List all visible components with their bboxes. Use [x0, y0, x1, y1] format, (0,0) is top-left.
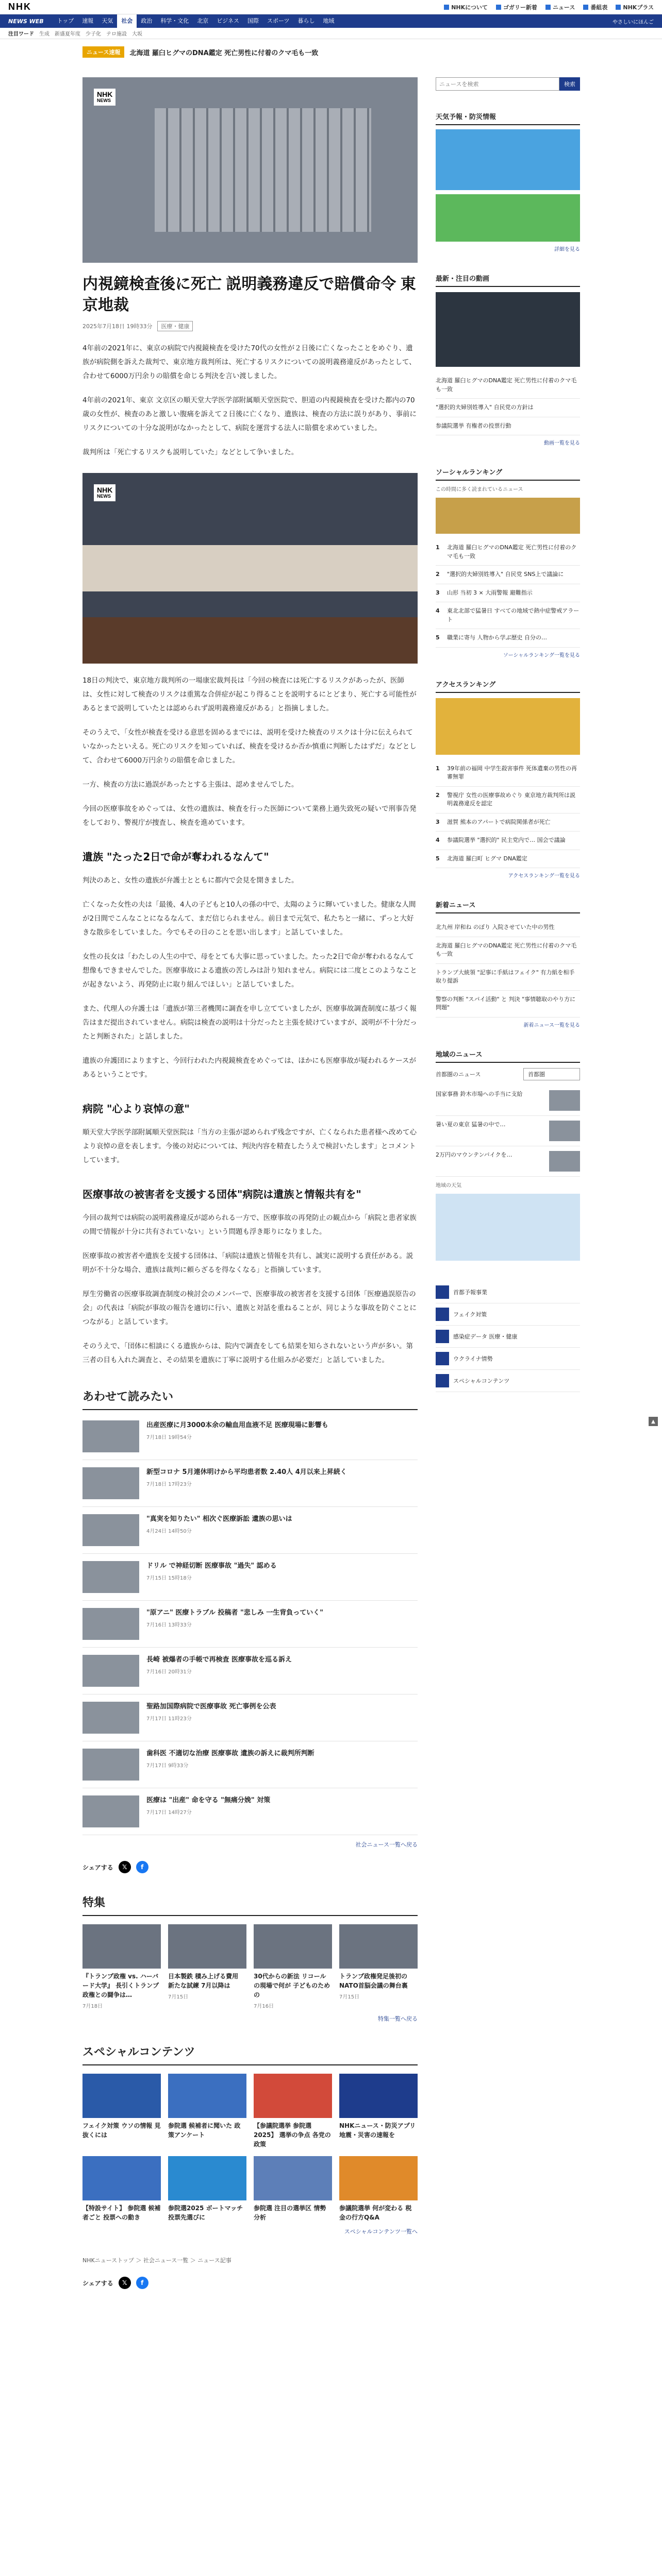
social-ranking-title: ソーシャルランキング [436, 467, 580, 481]
region-news-list [436, 1086, 580, 1177]
search-input[interactable] [436, 77, 559, 91]
related-item-title: ドリル で神経切断 医療事故 "過失" 認める [146, 1562, 277, 1570]
sidebar [436, 77, 580, 1392]
top-nav [444, 3, 654, 11]
related-item[interactable] [82, 1554, 418, 1601]
ranking-item[interactable]: 5 職業に寄与 人物から学ぶ歴史 自分の… [436, 629, 580, 648]
weather-title: 天気予報・防災情報 [436, 111, 580, 125]
new-news-box [436, 900, 580, 1028]
related-thumb [82, 1561, 139, 1593]
breaking-news[interactable] [82, 46, 510, 58]
nhk-news-watermark: NHK NEWS [94, 484, 115, 501]
social-ranking-sub: この時間に多く読まれているニュース [436, 487, 523, 493]
weather-box [436, 111, 580, 252]
special-card-title: 参院選 候補者に聞いた 政策アンケート [168, 2122, 241, 2139]
nav-beijing[interactable]: 北京 [197, 18, 209, 24]
ranking-item-title: "選択的夫婦別姓導入" 自民党 SNS上で議論に [447, 571, 564, 578]
new-news-item-title: トランプ大統領 "記事に手紙はフェイク" 有力紙を相手取り提訴 [436, 969, 575, 984]
special-thumb [168, 2074, 246, 2118]
related-item-date: 7月15日 15時18分 [146, 1575, 192, 1581]
feature-card-title: トランプ政権発足後初のNATO首脳会議の舞台裏 [339, 1973, 408, 1989]
special-card[interactable] [82, 2156, 161, 2222]
video-item-title: 参議院選挙 有権者の投票行動 [436, 422, 511, 429]
ranking-item-title: 滋賀 熊本のアパートで病院関係者が死亡 [447, 818, 551, 825]
social-ranking-banner[interactable] [436, 498, 580, 534]
special-thumb [168, 2156, 246, 2200]
related-item[interactable] [82, 1648, 418, 1694]
region-select[interactable]: 首都圏 [523, 1068, 580, 1080]
new-news-item-title: 警察の判断 "スパイ活動" と 判決 "事情聴取のやり方に問題" [436, 995, 576, 1011]
nhk-logo[interactable]: NHK [8, 2, 31, 12]
access-ranking-more-link[interactable]: アクセスランキング一覧を見る [508, 873, 580, 879]
paragraph: 遺族の弁護団によりますと、今回行われた内視鏡検査をめぐっては、ほかにも医療事故が疑われるケースがあるということです。 [82, 1057, 417, 1079]
feature-card-date: 7月15日 [339, 1994, 360, 2000]
special-card[interactable] [168, 2156, 246, 2222]
tag-item[interactable]: 生成 [39, 31, 49, 37]
top-link-news[interactable]: ニュース [545, 3, 575, 11]
quick-link-label: ウクライナ情勢 [453, 1355, 493, 1362]
tag-bar [0, 28, 662, 39]
related-item-date: 7月17日 11時23分 [146, 1716, 192, 1722]
breaking-badge: ニュース速報 [82, 46, 124, 58]
feature-thumb [254, 1924, 332, 1969]
weather-map[interactable] [436, 129, 580, 190]
related-thumb [82, 1749, 139, 1781]
ranking-item-title: 山形 当初 3 × 大雨警報 避難指示 [447, 589, 533, 596]
video-title: 最新・注目の動画 [436, 273, 580, 287]
region-title: 地域のニュース [436, 1049, 580, 1063]
feature-card-date: 7月15日 [168, 1994, 189, 2000]
video-item[interactable] [436, 399, 580, 417]
breadcrumb-item[interactable]: 社会ニュース一覧 [143, 2257, 189, 2264]
new-news-item[interactable] [436, 991, 580, 1018]
new-news-list [436, 919, 580, 1018]
nav-society[interactable]: 社会 [117, 14, 137, 28]
related-thumb [82, 1467, 139, 1499]
link-icon [436, 1308, 449, 1321]
nav-breaking[interactable]: 速報 [82, 18, 94, 24]
main-column [82, 77, 418, 2289]
map-title: 地域の天気 [436, 1182, 461, 1189]
breadcrumb-item: ニュース記事 [197, 2257, 231, 2264]
special-card-title: フェイク対策 ウソの情報 見抜くには [82, 2122, 161, 2139]
news-web-brand[interactable]: NEWS WEB [8, 18, 44, 25]
special-thumb [339, 2156, 418, 2200]
ranking-item[interactable]: 3 山形 当初 3 × 大雨警報 避難指示 [436, 584, 580, 603]
paragraph: 医療事故の被害者や遺族を支援する団体は、「病院は遺族と情報を共有し、誠実に説明する責任がある。説明が不十分な場合、遺族は裁判に頼らざるを得なくなる」と指摘しています。 [82, 1252, 413, 1274]
new-news-item[interactable] [436, 919, 580, 937]
feature-card-title: 30代からの新法 リコールの現場で何が 子どものための [254, 1973, 330, 1998]
related-thumb [82, 1655, 139, 1687]
ranking-item[interactable]: 2 警視庁 女性の医療事故めぐり 東京地方裁判所は説明義務違反を認定 [436, 787, 580, 814]
special-card-title: 参議院選挙 何が変わる 税金の行方Q&A [339, 2205, 412, 2221]
special-card[interactable] [339, 2074, 418, 2149]
courtroom-photo [82, 473, 418, 664]
nav-weather[interactable]: 天気 [102, 18, 113, 24]
video-item[interactable] [436, 372, 580, 399]
related-item-title: 医療は "出産" 命を守る "無痛分娩" 対策 [146, 1797, 271, 1804]
access-ranking-list [436, 760, 580, 869]
courtroom-wall [82, 545, 418, 591]
related-list [82, 1413, 418, 1835]
access-ranking-box [436, 679, 580, 879]
related-item-date: 7月16日 13時33分 [146, 1622, 192, 1628]
special-grid [82, 2074, 418, 2222]
ranking-item[interactable]: 1 39年前の福岡 中学生殺害事件 死体遺棄の男性の再審無罪 [436, 760, 580, 787]
paragraph: 18日の判決で、東京地方裁判所の一場康宏裁判長は「今回の検査には死亡するリスクがあったが、医師は、女性に対して検査のリスクは重篤な合併症が起こり得ることを説明するにとどまり、死亡する可能性があるとまで説明していたとは認められず説明義務違反がある」と指摘しました。 [82, 676, 417, 713]
link-icon [436, 1330, 449, 1343]
related-thumb [82, 1514, 139, 1546]
weather-more-link[interactable]: 詳細を見る [554, 247, 580, 252]
x-share-icon[interactable]: 𝕏 [119, 1861, 131, 1873]
special-thumb [254, 2074, 332, 2118]
video-list [436, 372, 580, 435]
article-date: 2025年7月18日 19時33分 [82, 323, 153, 330]
special-card[interactable] [168, 2074, 246, 2149]
region-label: 首都圏のニュース [436, 1071, 481, 1078]
top-link-new[interactable]: ゴガリー新着 [496, 3, 537, 11]
special-card-title: 参院選 注目の選挙区 情勢 分析 [254, 2205, 326, 2221]
feature-grid [82, 1924, 418, 2009]
region-news-thumb [549, 1090, 580, 1111]
feature-card-date: 7月16日 [254, 2004, 274, 2009]
quick-link[interactable] [436, 1303, 580, 1326]
paragraph: そのうえで、「団体に相談にくる遺族からは、院内で調査をしても結果を知らされないという声が多い。第三者の目も入れた調査と、その結果を遺族に丁寧に説明する仕組みが必要だ」と話していました。 [82, 1342, 413, 1364]
region-news-item[interactable] [436, 1116, 580, 1146]
breadcrumb-item[interactable]: NHKニューストップ [82, 2257, 134, 2264]
related-item[interactable] [82, 1460, 418, 1507]
region-news-thumb [549, 1121, 580, 1141]
top-bar [0, 0, 662, 14]
ranking-item-title: 北海道 羅臼ヒグマのDNA鑑定 死亡男性に付着のクマ毛も一致 [447, 544, 577, 560]
video-box [436, 273, 580, 446]
top-link-about[interactable]: NHKについて [444, 3, 488, 11]
related-item-date: 4月24日 14時50分 [146, 1528, 192, 1534]
related-thumb [82, 1795, 139, 1827]
paragraph: 亡くなった女性の夫は「最後、4人の子どもと10人の孫の中で、太陽のように輝いていました。健康な人間が2日間でこんなことになるなんて、まだ信じられません。前日まで元気で、私たちと一緒に、ずっと大好きな散歩をしていました。今でもその日のことを思い出します」と話していました。 [82, 901, 416, 937]
feature-card-title: 日本製鉄 積み上げる費用 新たな試練 7月以降は [168, 1973, 239, 1989]
social-ranking-more-link[interactable]: ソーシャルランキング一覧を見る [503, 652, 580, 658]
nav-business[interactable]: ビジネス [217, 18, 239, 24]
feature-card[interactable] [82, 1924, 161, 2009]
ranking-item[interactable]: 1 北海道 羅臼ヒグマのDNA鑑定 死亡男性に付着のクマ毛も一致 [436, 539, 580, 566]
special-card[interactable] [254, 2074, 332, 2149]
ranking-item-title: 東北北部で猛暑日 すべての地域で熱中症警戒アラート [447, 607, 580, 623]
new-news-item-title: 北九州 岸和ね のぼり 入院させていた中の男性 [436, 924, 555, 930]
facebook-share-icon[interactable]: f [136, 1861, 148, 1873]
related-more-link[interactable]: 社会ニュース一覧へ戻る [355, 1841, 418, 1848]
paragraph: 順天堂大学医学部附属順天堂医院は「当方の主張が認められず残念ですが、亡くなられた患者様へ改めて心より哀悼の意を表します。今後の対応については、判決内容を精査したうえで検討いたします」とコメントしています。 [82, 1128, 417, 1164]
nav-science[interactable]: 科学・文化 [160, 18, 189, 24]
video-player[interactable] [436, 292, 580, 367]
subheading: 遺族 "たった2日で命が奪われるなんて" [82, 851, 269, 863]
page-top-button[interactable]: ▲ [649, 1417, 658, 1426]
special-more-link[interactable]: スペシャルコンテンツ一覧へ [344, 2228, 418, 2235]
quick-links-box [436, 1281, 580, 1392]
related-thumb [82, 1608, 139, 1640]
paragraph: また、代理人の弁護士は「遺族が第三者機関に調査を申し立てていましたが、医療事故調査制度に基づく報告はまだ提出されていません。病院は検査の説明は十分だったと主張を続けていますが、説明が不十分だったと判断された」と話しました。 [82, 1005, 417, 1041]
access-ranking-title: アクセスランキング [436, 679, 580, 693]
access-ranking-banner[interactable] [436, 698, 580, 755]
special-card-title: 【特設サイト】 参院選 候補者ごと 投票への動き [82, 2205, 161, 2221]
related-item-date: 7月18日 19時54分 [146, 1434, 192, 1440]
related-item-title: 長崎 被爆者の手帳で再検査 医療事故を巡る訴え [146, 1656, 292, 1664]
region-news-item-title: 国家事務 鈴木市場への手当に支給 [436, 1090, 523, 1097]
ranking-item-title: 北海道 羅臼町 ヒグマ DNA鑑定 [447, 855, 527, 862]
special-thumb [82, 2074, 161, 2118]
paragraph: 一方、検査の方法に過誤があったとする主張は、認めませんでした。 [82, 781, 299, 789]
special-title: スペシャルコンテンツ [82, 2043, 418, 2065]
share-label: シェアする [82, 1863, 113, 1871]
special-thumb [82, 2156, 161, 2200]
special-card[interactable] [82, 2074, 161, 2149]
social-ranking-box [436, 467, 580, 658]
new-news-item[interactable] [436, 937, 580, 964]
nav-top[interactable]: トップ [57, 18, 74, 24]
article-body [82, 342, 418, 1367]
related-item-title: 聖路加国際病院で医療事故 死亡事例を公表 [146, 1703, 276, 1710]
region-news-item[interactable] [436, 1086, 580, 1116]
link-icon [436, 1352, 449, 1365]
subheading: 病院 "心より哀悼の意" [82, 1103, 190, 1115]
quick-link[interactable] [436, 1370, 580, 1392]
region-news-item-title: 2万円のマウンテンバイクを… [436, 1151, 512, 1158]
top-link-plus[interactable]: NHKプラス [616, 3, 654, 11]
paragraph: 今回の裁判では病院の説明義務違反が認められる一方で、医療事故の再発防止の観点から「病院と患者家族の間で情報が十分に共有されていない」という問題も浮き彫りになりました。 [82, 1214, 417, 1236]
paragraph: 4年前の2021年に、東京の病院で内視鏡検査を受けた70代の女性が２日後に亡くなったことをめぐり、遺族が病院側を訴えた裁判で、東京地方裁判所は、死亡するリスクについての説明義務違反があったとして、合わせて6000万円余りの賠償を命じる判決を言い渡しました。 [82, 344, 416, 380]
region-selector-row [436, 1068, 580, 1080]
paragraph: 裁判所は「死亡するリスクも説明していた」などとして争いました。 [82, 448, 299, 456]
x-share-icon[interactable]: 𝕏 [119, 2277, 131, 2289]
share-label: シェアする [82, 2279, 113, 2287]
special-thumb [254, 2156, 332, 2200]
ranking-item[interactable]: 5 北海道 羅臼町 ヒグマ DNA鑑定 [436, 850, 580, 869]
related-item-title: "原アニ" 医療トラブル 投稿者 "悲しみ 一生背負っていく" [146, 1609, 324, 1617]
ranking-item-title: 職業に寄与 人物から学ぶ歴史 自分の… [447, 634, 547, 641]
share-bar-bottom [82, 2277, 418, 2289]
tag-item[interactable]: 大坂 [132, 31, 142, 37]
ranking-item[interactable]: 3 滋賀 熊本のアパートで病院関係者が死亡 [436, 814, 580, 832]
feature-card-date: 7月18日 [82, 2004, 103, 2009]
video-more-link[interactable]: 動画一覧を見る [544, 440, 580, 446]
nav-region[interactable]: 地域 [323, 18, 335, 24]
related-item-title: "真実を知りたい" 相次ぐ医療訴訟 遺族の思いは [146, 1515, 292, 1523]
main-nav [0, 14, 662, 28]
search-box [436, 77, 580, 91]
special-card-title: NHKニュース・防災アプリ 地震・災害の速報を [339, 2122, 416, 2139]
breadcrumb: NHKニューストップ ＞ 社会ニュース一覧 ＞ ニュース記事 [82, 2257, 231, 2264]
link-icon [436, 1374, 449, 1387]
new-news-title: 新着ニュース [436, 900, 580, 913]
feature-card[interactable] [339, 1924, 418, 2009]
ranking-item-title: 警視庁 女性の医療事故めぐり 東京地方裁判所は説明義務違反を認定 [447, 791, 575, 807]
quick-link[interactable] [436, 1348, 580, 1370]
related-item-title: 新型コロナ 5月連休明けから平均患者数 2.40人 4月以来上昇続く [146, 1468, 347, 1476]
new-news-more-link[interactable]: 新着ニュース一覧を見る [523, 1022, 580, 1028]
related-item[interactable] [82, 1741, 418, 1788]
feature-thumb [82, 1924, 161, 1969]
new-news-item-title: 北海道 羅臼ヒグマのDNA鑑定 死亡男性に付着のクマ毛も一致 [436, 942, 577, 957]
related-item-date: 7月18日 17時23分 [146, 1481, 192, 1487]
feature-title: 特集 [82, 1894, 418, 1916]
article-photo [82, 77, 418, 263]
social-ranking-list [436, 539, 580, 648]
courtroom-bench [82, 617, 418, 664]
quick-link[interactable] [436, 1281, 580, 1303]
special-card[interactable] [254, 2156, 332, 2222]
paragraph: 判決のあと、女性の遺族が弁護士とともに都内で会見を開きました。 [82, 876, 299, 885]
quick-link[interactable] [436, 1326, 580, 1348]
related-item-date: 7月17日 14時27分 [146, 1809, 192, 1816]
related-title: あわせて読みたい [82, 1388, 418, 1410]
top-link-guide[interactable]: 番組表 [583, 3, 607, 11]
nav-politics[interactable]: 政治 [141, 18, 153, 24]
tag-item[interactable]: 新盛夏年度 [55, 31, 80, 37]
quick-link-label: スペシャルコンテンツ [453, 1377, 510, 1384]
special-thumb [339, 2074, 418, 2118]
ranking-item-title: 39年前の福岡 中学生殺害事件 死体遺棄の男性の再審無罪 [447, 765, 577, 780]
article-meta [82, 321, 418, 331]
ranking-item[interactable]: 4 東北北部で猛暑日 すべての地域で熱中症警戒アラート [436, 602, 580, 629]
related-item-date: 7月17日 9時33分 [146, 1762, 189, 1769]
feature-card[interactable] [168, 1924, 246, 2009]
tag-item[interactable]: 少子化 [86, 31, 101, 37]
special-card-title: 【参議院選挙 参院選2025】 選挙の争点 各党の政策 [254, 2122, 331, 2148]
quick-link-label: 首都予報事業 [453, 1289, 487, 1296]
share-bar [82, 1861, 418, 1873]
quick-link-label: 感染症データ 医療・健康 [453, 1333, 518, 1340]
weather-banner[interactable] [436, 194, 580, 242]
video-item-title: "選択的夫婦別姓導入" 自民党の方針は [436, 404, 534, 411]
ranking-item[interactable]: 4 参議院選挙 "選択的" 民主党内で… 国会で議論 [436, 832, 580, 850]
nav-life[interactable]: 暮らし [297, 18, 315, 24]
feature-thumb [339, 1924, 418, 1969]
region-box [436, 1049, 580, 1261]
paragraph: 女性の長女は「わたしの人生の中で、母をとても大事に思っていました。たった2日で命が奪われるなんて想像もできませんでした。医療事故による遺族の苦しみは計り知れません。病院には二度とこのようなことが起きないよう、再発防止に取り組んでほしい」と話していました。 [82, 953, 417, 989]
related-thumb [82, 1702, 139, 1734]
related-item[interactable] [82, 1413, 418, 1460]
new-news-item[interactable] [436, 964, 580, 991]
region-news-item[interactable] [436, 1146, 580, 1177]
special-card[interactable] [339, 2156, 418, 2222]
feature-thumb [168, 1924, 246, 1969]
nav-international[interactable]: 国際 [247, 18, 259, 24]
nhk-news-watermark: NHK NEWS [94, 89, 115, 106]
article-category[interactable]: 医療・健康 [157, 321, 193, 331]
paragraph: 4年前の2021年、東京 文京区の順天堂大学医学部附属順天堂医院で、胆道の内視鏡検査を受けた都内の70歳の女性が、検査のあと激しい腹痛を訴えて２日後に亡くなり、遺族は、検査の方法に誤りがあり、事前にリスクについての十分な説明がなかったとして、病院を運営する法人に賠償を求めていました。 [82, 396, 417, 432]
feature-more-link[interactable]: 特集一覧へ戻る [378, 2015, 418, 2022]
special-card-title: 参院選2025 ボートマッチ 投票先選びに [168, 2205, 243, 2221]
nav-sports[interactable]: スポーツ [267, 18, 290, 24]
related-item-title: 出産医療に月3000本余の輸血用血液不足 医療現場に影響も [146, 1421, 328, 1429]
tag-lead: 注目ワード [8, 31, 34, 37]
video-item[interactable] [436, 417, 580, 436]
video-item-title: 北海道 羅臼ヒグマのDNA鑑定 死亡男性に付着のクマ毛も一致 [436, 377, 577, 393]
related-item-date: 7月16日 20時31分 [146, 1669, 192, 1675]
quick-link-label: フェイク対策 [453, 1311, 487, 1318]
related-thumb [82, 1420, 139, 1452]
ranking-item-title: 参議院選挙 "選択的" 民主党内で… 国会で議論 [447, 837, 566, 843]
easy-japanese-link[interactable]: やさしいにほんご [613, 19, 654, 25]
feature-card-title: 『トランプ政権 vs. ハーバード大学』 長引くトランプ政権との闘争は… [82, 1973, 159, 1998]
related-item[interactable] [82, 1694, 418, 1741]
hospital-building [155, 108, 371, 232]
region-news-thumb [549, 1151, 580, 1172]
paragraph: 厚生労働省の医療事故調査制度の検討会のメンバーで、医療事故の被害者を支援する団体「医療過誤原告の会」の代表は「病院が事故の報告を適切に行い、遺族と対話を重ねることが、同じような事故を防ぐことにつながる」と話しています。 [82, 1290, 417, 1326]
related-item[interactable] [82, 1788, 418, 1835]
article-title: 内視鏡検査後に死亡 説明義務違反で賠償命令 東京地裁 [82, 276, 416, 314]
related-item[interactable] [82, 1507, 418, 1554]
japan-region-map[interactable] [436, 1194, 580, 1261]
ranking-item[interactable]: 2 "選択的夫婦別姓導入" 自民党 SNS上で議論に [436, 566, 580, 584]
paragraph: 今回の医療事故をめぐっては、女性の遺族は、検査を行った医師について業務上過失致死の疑いで刑事告発をしており、警視庁が捜査し、検査を進めています。 [82, 805, 417, 827]
related-item-title: 歯科医 不適切な治療 医療事故 遺族の訴えに裁判所判断 [146, 1750, 315, 1757]
related-item[interactable] [82, 1601, 418, 1648]
tag-item[interactable]: テロ施設 [106, 31, 127, 37]
facebook-share-icon[interactable]: f [136, 2277, 148, 2289]
subheading: 医療事故の被害者を支援する団体"病院は遺族と情報共有を" [82, 1188, 361, 1200]
region-news-item-title: 暑い夏の東京 猛暑の中で… [436, 1121, 506, 1128]
breaking-headline[interactable]: 北海道 羅臼ヒグマのDNA鑑定 死亡男性に付着のクマ毛も一致 [129, 49, 319, 57]
search-button[interactable]: 検索 [559, 77, 580, 91]
link-icon [436, 1285, 449, 1299]
feature-card[interactable] [254, 1924, 332, 2009]
paragraph: そのうえで、「女性が検査を受ける意思を固めるまでには、説明を受けた検査のリスクは十分に伝えられていなかったといえる。死亡のリスクを知っていれば、検査を受けるか否か慎重に判断したはずだ」などとして、合わせて6000万円余りの賠償を命じました。 [82, 728, 417, 765]
